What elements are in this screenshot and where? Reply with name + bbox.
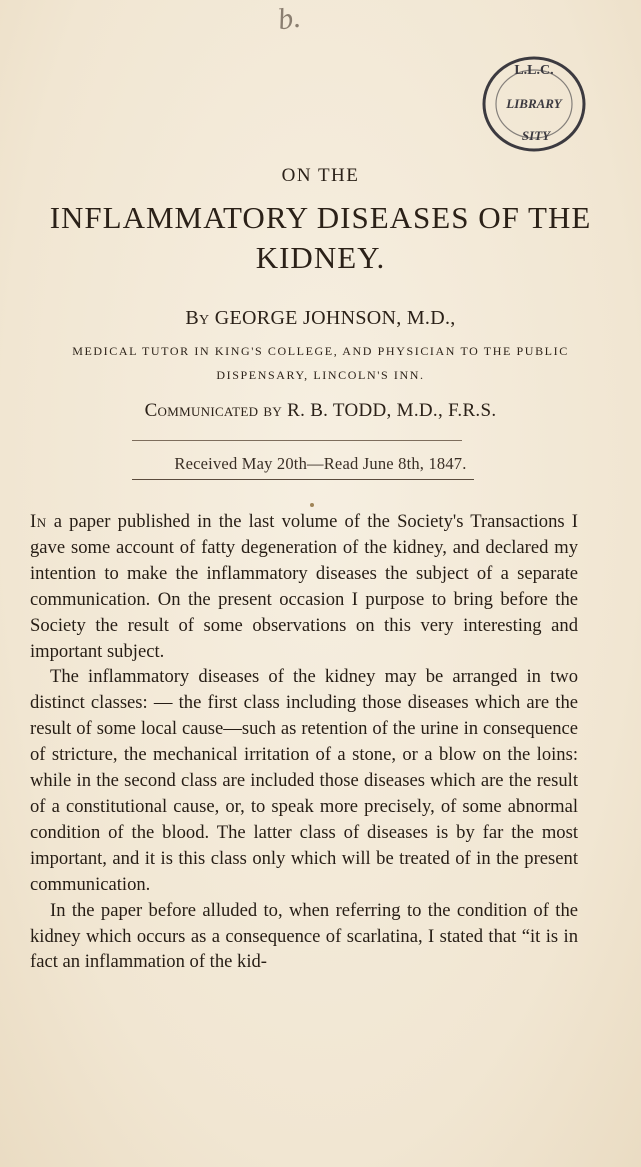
divider-bottom	[132, 479, 474, 480]
title-line-2: KIDNEY.	[255, 240, 386, 275]
received-date: Received May 20th—Read June 8th, 1847.	[174, 454, 467, 473]
author-line	[0, 307, 641, 330]
communicated-name: R. B. TODD, M.D., F.R.S.	[287, 400, 497, 421]
paragraph-1-dropcap: In	[30, 511, 47, 532]
divider-top	[132, 440, 462, 441]
svg-text:L.L.C.: L.L.C.	[514, 63, 554, 78]
author-by: By	[185, 307, 210, 329]
library-stamp-image	[478, 50, 590, 158]
svg-text:SITY: SITY	[521, 128, 551, 143]
paragraph-2: The inflammatory diseases of the kidney may be arranged in two distinct classes: — the first class including those diseases which are the result of some local cause—such as retention of the urine in consequence of stricture, the mechanical irritation of a stone, or a blow on the loins: while in the second class are included those diseases which are the result of a constitutional cause, or, to speak more precisely, of some abnormal condition of the blood. The latter class of diseases is by far the most important, and it is this class only which will be treated of in the present communication.	[30, 666, 578, 895]
body-text	[30, 509, 578, 975]
affiliation-line-1: MEDICAL TUTOR IN KING'S COLLEGE, AND PHYSICIAN TO THE PUBLIC	[72, 344, 569, 358]
ink-dot	[310, 503, 314, 507]
author-name: GEORGE JOHNSON, M.D.,	[214, 307, 456, 329]
title-line-1: INFLAMMATORY DISEASES OF THE	[49, 200, 592, 235]
svg-text:LIBRARY: LIBRARY	[506, 96, 562, 111]
communicated-label: Communicated by	[144, 400, 283, 421]
library-stamp	[478, 50, 590, 158]
affiliation-line-2: DISPENSARY, LINCOLN'S INN.	[216, 368, 425, 382]
communicated-line	[0, 400, 641, 422]
paragraph-1-text: a paper published in the last volume of the Society's Transactions I gave some account of fatty degeneration of the kidney, and declared my intention to make the inflammatory diseases the subject of a separate communication. On the present occasion I purpose to bring before the Society the result of some observations on this very interesting and important subject.	[30, 511, 578, 662]
pencil-page-mark: b.	[275, 0, 303, 37]
paragraph-1	[30, 509, 578, 664]
heading-on-the: ON THE	[281, 165, 360, 186]
paragraph-3: In the paper before alluded to, when referring to the condition of the kidney which occurs as a consequence of scarlatina, I stated that “it is in fact an inflammation of the kid-	[30, 899, 578, 973]
